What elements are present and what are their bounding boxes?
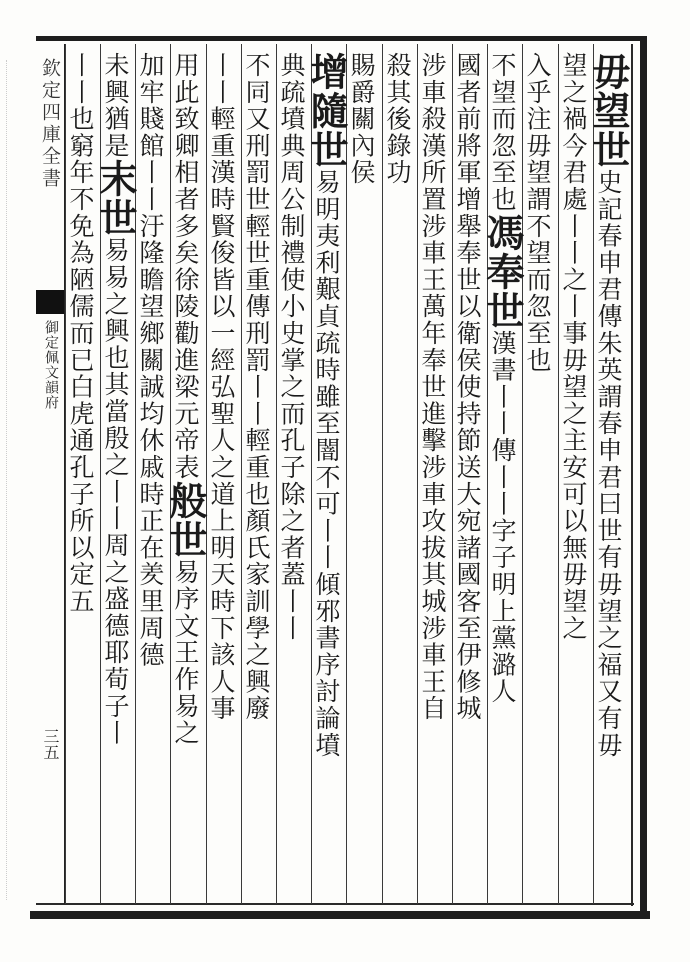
entry-heading: 末世 <box>93 159 138 238</box>
text-column <box>480 52 525 904</box>
entry-text: 典疏墳典周公制禮使小史掌之而孔子除之者蓋丨丨 <box>277 52 306 642</box>
entry-text: 漢書丨丨傳丨丨字子明上黨潞人 <box>488 329 517 706</box>
text-column <box>277 52 311 904</box>
frame-right-border <box>640 36 647 919</box>
entry-heading: 馮奉世 <box>480 212 525 330</box>
entry-text: 望之禍今君處丨丨之丨事毋望之主安可以無毋望之 <box>559 52 588 642</box>
page-number: 三五 <box>41 728 60 760</box>
volume-title: 御定佩文韻府 <box>43 320 59 410</box>
page-edge <box>6 60 23 900</box>
entry-text: 不望而忽至也 <box>488 52 517 213</box>
text-column <box>66 52 100 904</box>
entry-text: 涉車殺漢所置涉車王萬年奉世進擊涉車攻拔其城涉車王自 <box>418 52 447 722</box>
entry-text: 易易之興也其當殷之丨丨周之盛德耶荀子丨 <box>101 237 130 747</box>
entry-text: 入乎注毋望謂 <box>523 52 552 213</box>
entry-text: 時正在羑里周德 <box>136 480 165 669</box>
text-column <box>383 52 417 904</box>
entry-text: 丨丨輕重漢時賢俊皆以一經弘聖人之道上明天時下該人事 <box>207 52 236 722</box>
text-column <box>242 52 276 904</box>
frame-bottom-border <box>30 911 650 919</box>
text-column <box>586 52 631 904</box>
text-column <box>136 52 170 904</box>
frame-top-border <box>36 36 646 41</box>
entry-heading: 增隨世 <box>304 52 349 169</box>
entry-text: 丨丨也 <box>66 52 95 133</box>
entry-text: 加牢賤館丨丨汙隆瞻望鄉關誠均休戚 <box>136 52 165 481</box>
text-column <box>93 52 138 904</box>
entry-text: 不望而忽至也 <box>523 212 552 374</box>
text-column <box>207 52 241 904</box>
entry-heading: 毋望世 <box>586 52 631 169</box>
text-column <box>418 52 452 904</box>
entry-text: 殺其後錄功 <box>383 52 412 186</box>
entry-text: 易明夷利艱貞疏時雖至闇不可丨丨傾邪書序討論墳 <box>312 169 341 759</box>
text-column <box>559 52 593 904</box>
entry-text: 國者前將軍增舉奉世以衛侯使持節送大宛諸國客至伊修城 <box>453 52 482 722</box>
entry-text: 史記春申君傳朱英謂春申君曰世有毋望之福又有毋 <box>594 169 623 759</box>
entry-text: 賜爵關內侯 <box>347 52 376 186</box>
book-title: 欽定四庫全書 <box>39 58 61 190</box>
text-column <box>453 52 487 904</box>
entry-text: 未興猶是 <box>101 52 130 160</box>
entry-heading: 般世 <box>163 480 208 559</box>
entry-text: 窮年不免為陋儒而已白虎通孔子所以定五 <box>66 132 95 615</box>
entry-text: 用此致卿相者多矣徐陵勸進梁元帝表 <box>171 52 200 481</box>
text-column <box>304 52 349 904</box>
entry-text: 不同又刑罰世輕世重傳刑罰丨丨輕重也顏氏家訓學之興廢 <box>242 52 271 722</box>
text-column <box>347 52 381 904</box>
frame-right-inner-border <box>631 44 633 906</box>
entry-text: 易序文王作易之 <box>171 558 200 747</box>
text-column <box>523 52 557 904</box>
text-column <box>163 52 208 904</box>
